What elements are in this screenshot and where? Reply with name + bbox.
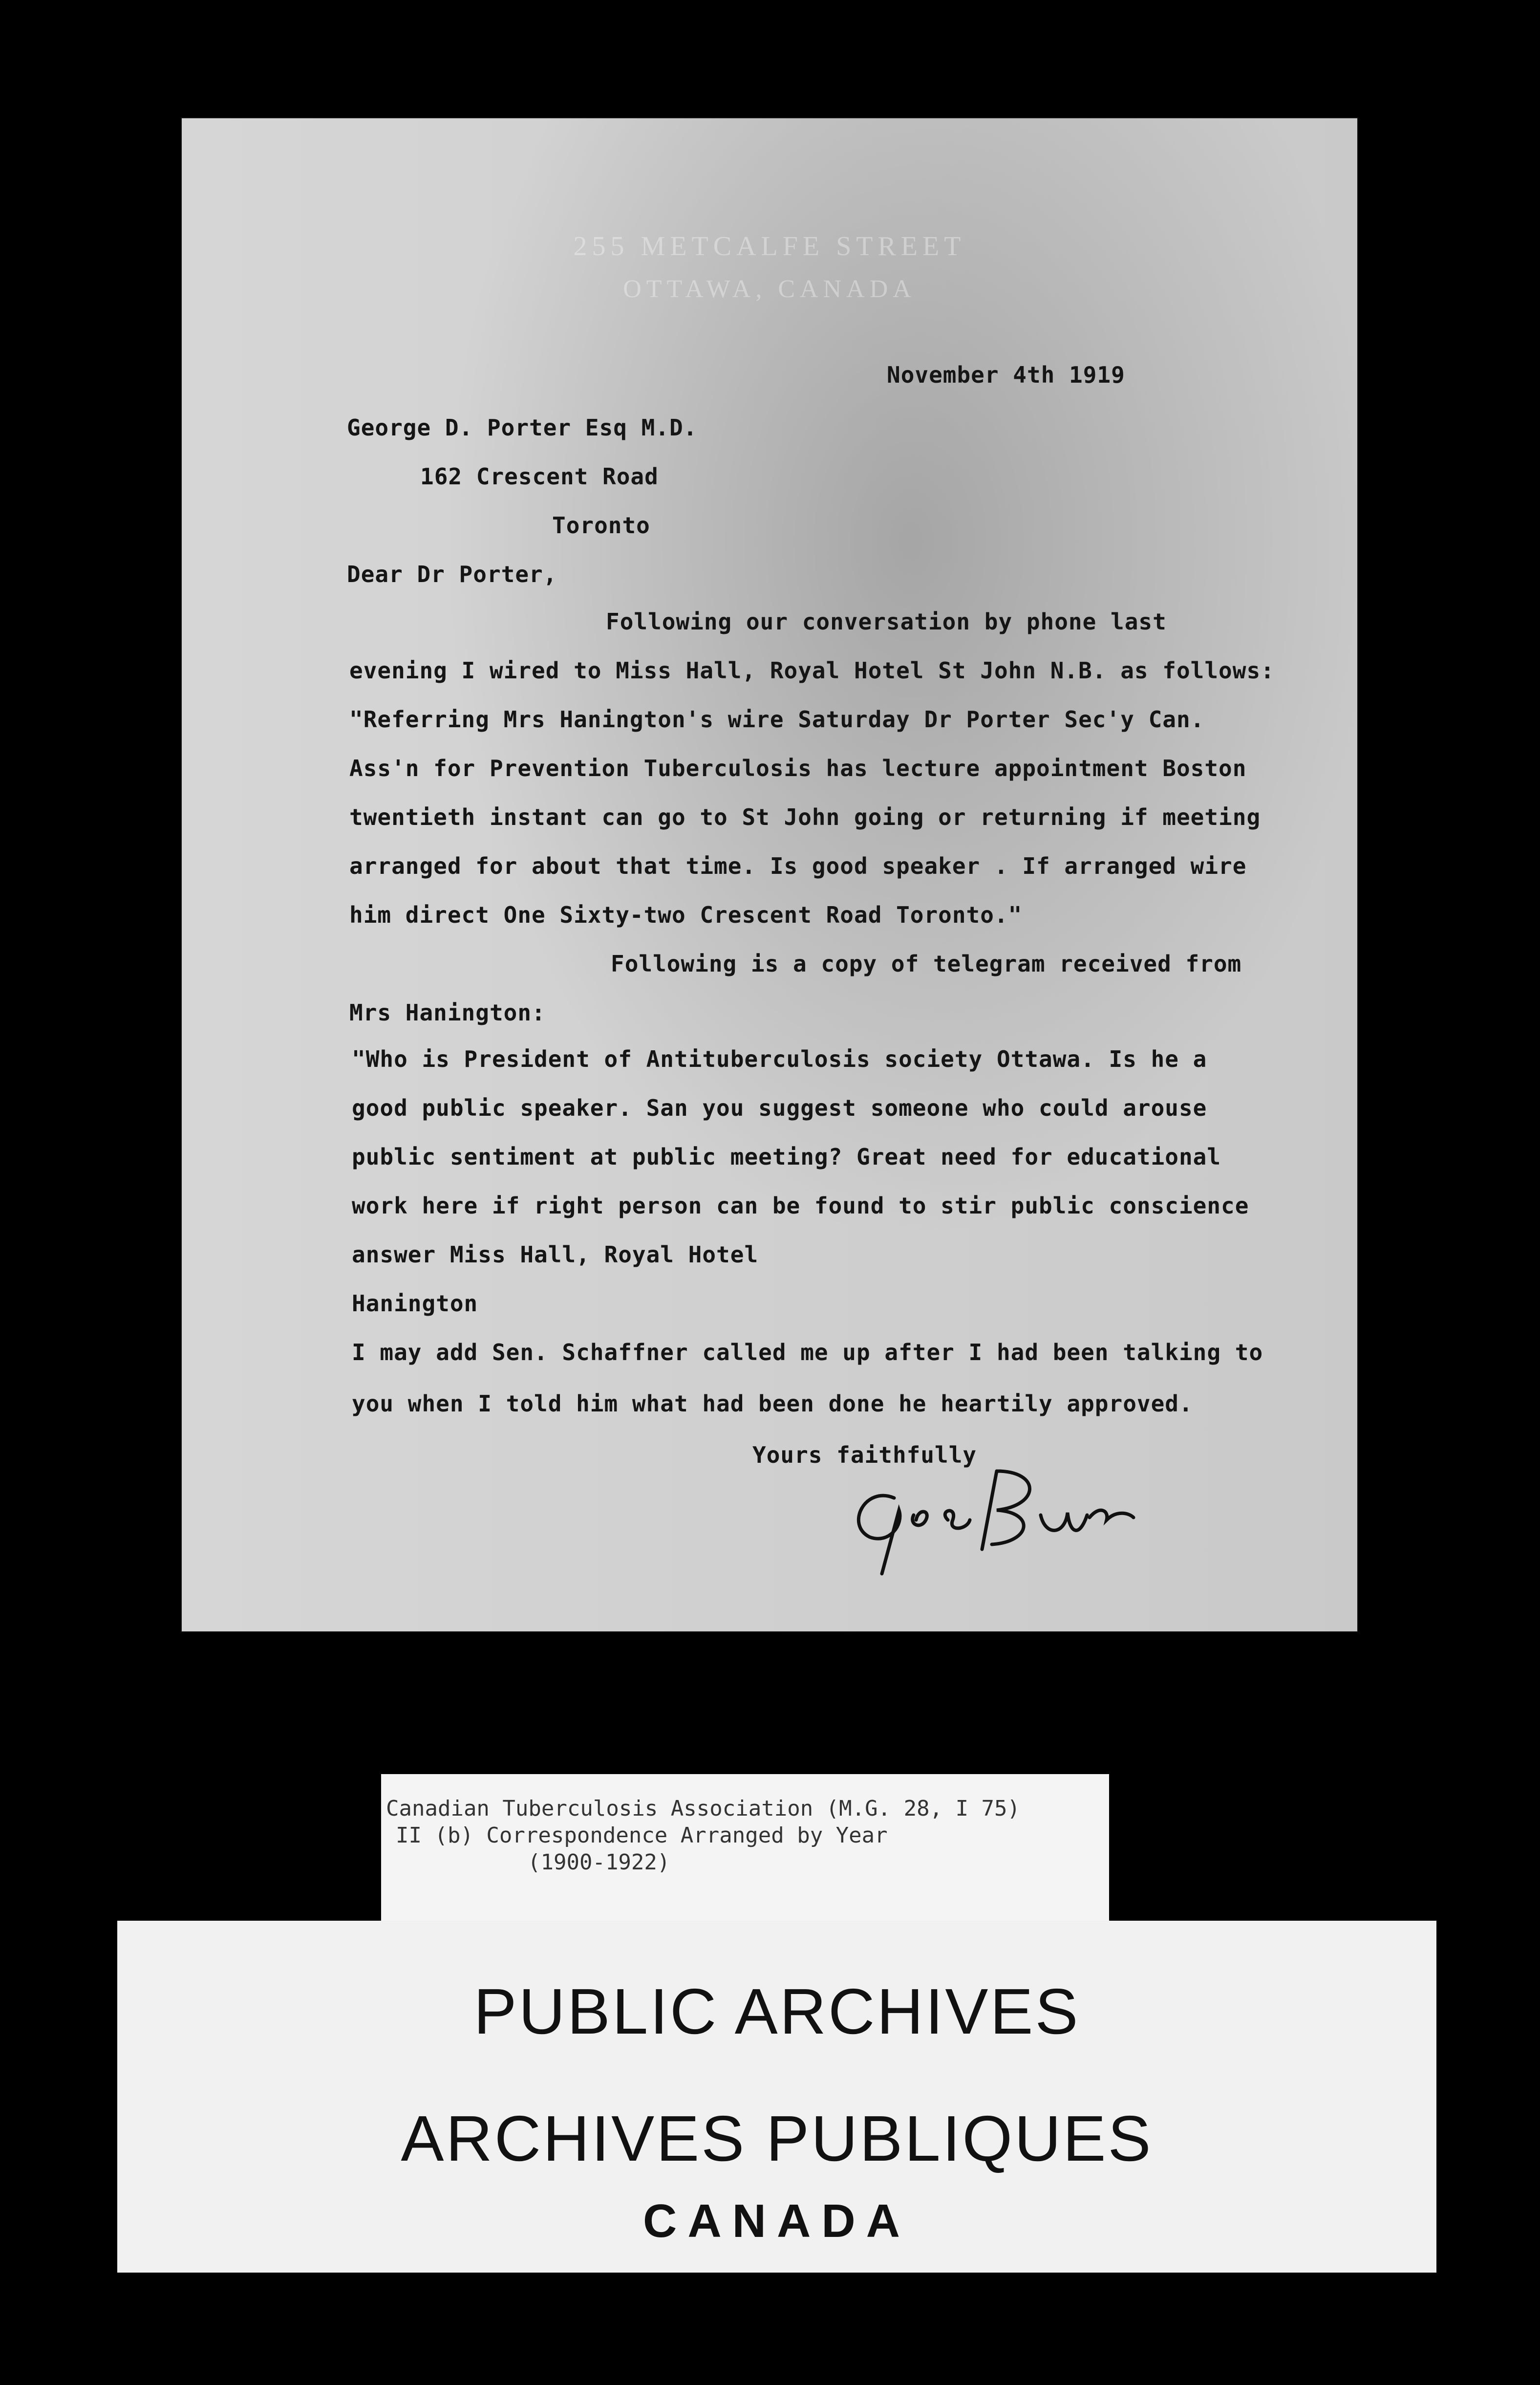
body-line: Mrs Hanington: [349,999,546,1026]
recipient-name: George D. Porter Esq M.D. [347,414,698,441]
archives-line-country: CANADA [643,2195,911,2247]
body-line: public sentiment at public meeting? Great need for educational [352,1144,1221,1170]
body-line: arranged for about that time. Is good speaker . If arranged wire [349,853,1247,879]
recipient-street: 162 Crescent Road [420,463,659,490]
recipient-city: Toronto [552,512,650,539]
signature-image [835,1452,1138,1579]
body-line: work here if right person can be found to stir public conscience [352,1192,1249,1219]
archives-stamp [117,1921,1436,2273]
body-line: Hanington [352,1290,478,1317]
body-line: Ass'n for Prevention Tuberculosis has lecture appointment Boston [349,755,1247,781]
body-line: him direct One Sixty-two Crescent Road Toronto." [349,902,1023,928]
collection-dates: (1900-1922) [528,1850,670,1875]
letterhead-city: OTTAWA, CANADA [623,275,916,303]
letter-page [181,117,1358,1632]
body-line: answer Miss Hall, Royal Hotel [352,1241,759,1268]
collection-series: II (b) Correspondence Arranged by Year [396,1823,888,1848]
collection-name: Canadian Tuberculosis Association (M.G. 28, I 75) [386,1796,1021,1821]
archives-line-french: ARCHIVES PUBLIQUES [401,2103,1153,2174]
body-line: evening I wired to Miss Hall, Royal Hotel St John N.B. as follows: [349,657,1275,684]
salutation: Dear Dr Porter, [347,561,557,587]
body-line: Following our conversation by phone last [606,608,1167,635]
body-line: I may add Sen. Schaffner called me up after I had been talking to [352,1339,1263,1366]
body-line: Following is a copy of telegram received from [611,951,1242,977]
closing: Yours faithfully [752,1442,977,1468]
body-line: good public speaker. San you suggest someone who could arouse [352,1095,1207,1121]
body-line: twentieth instant can go to St John going or returning if meeting [349,804,1261,830]
body-line: you when I told him what had been done he heartily approved. [352,1390,1193,1417]
body-line: "Who is President of Antituberculosis society Ottawa. Is he a [352,1046,1207,1072]
archives-line-english: PUBLIC ARCHIVES [473,1975,1080,2047]
letterhead-address: 255 METCALFE STREET [573,231,966,261]
body-line: "Referring Mrs Hanington's wire Saturday Dr Porter Sec'y Can. [349,706,1205,733]
collection-label [381,1774,1109,1921]
letter-date: November 4th 1919 [887,362,1125,388]
